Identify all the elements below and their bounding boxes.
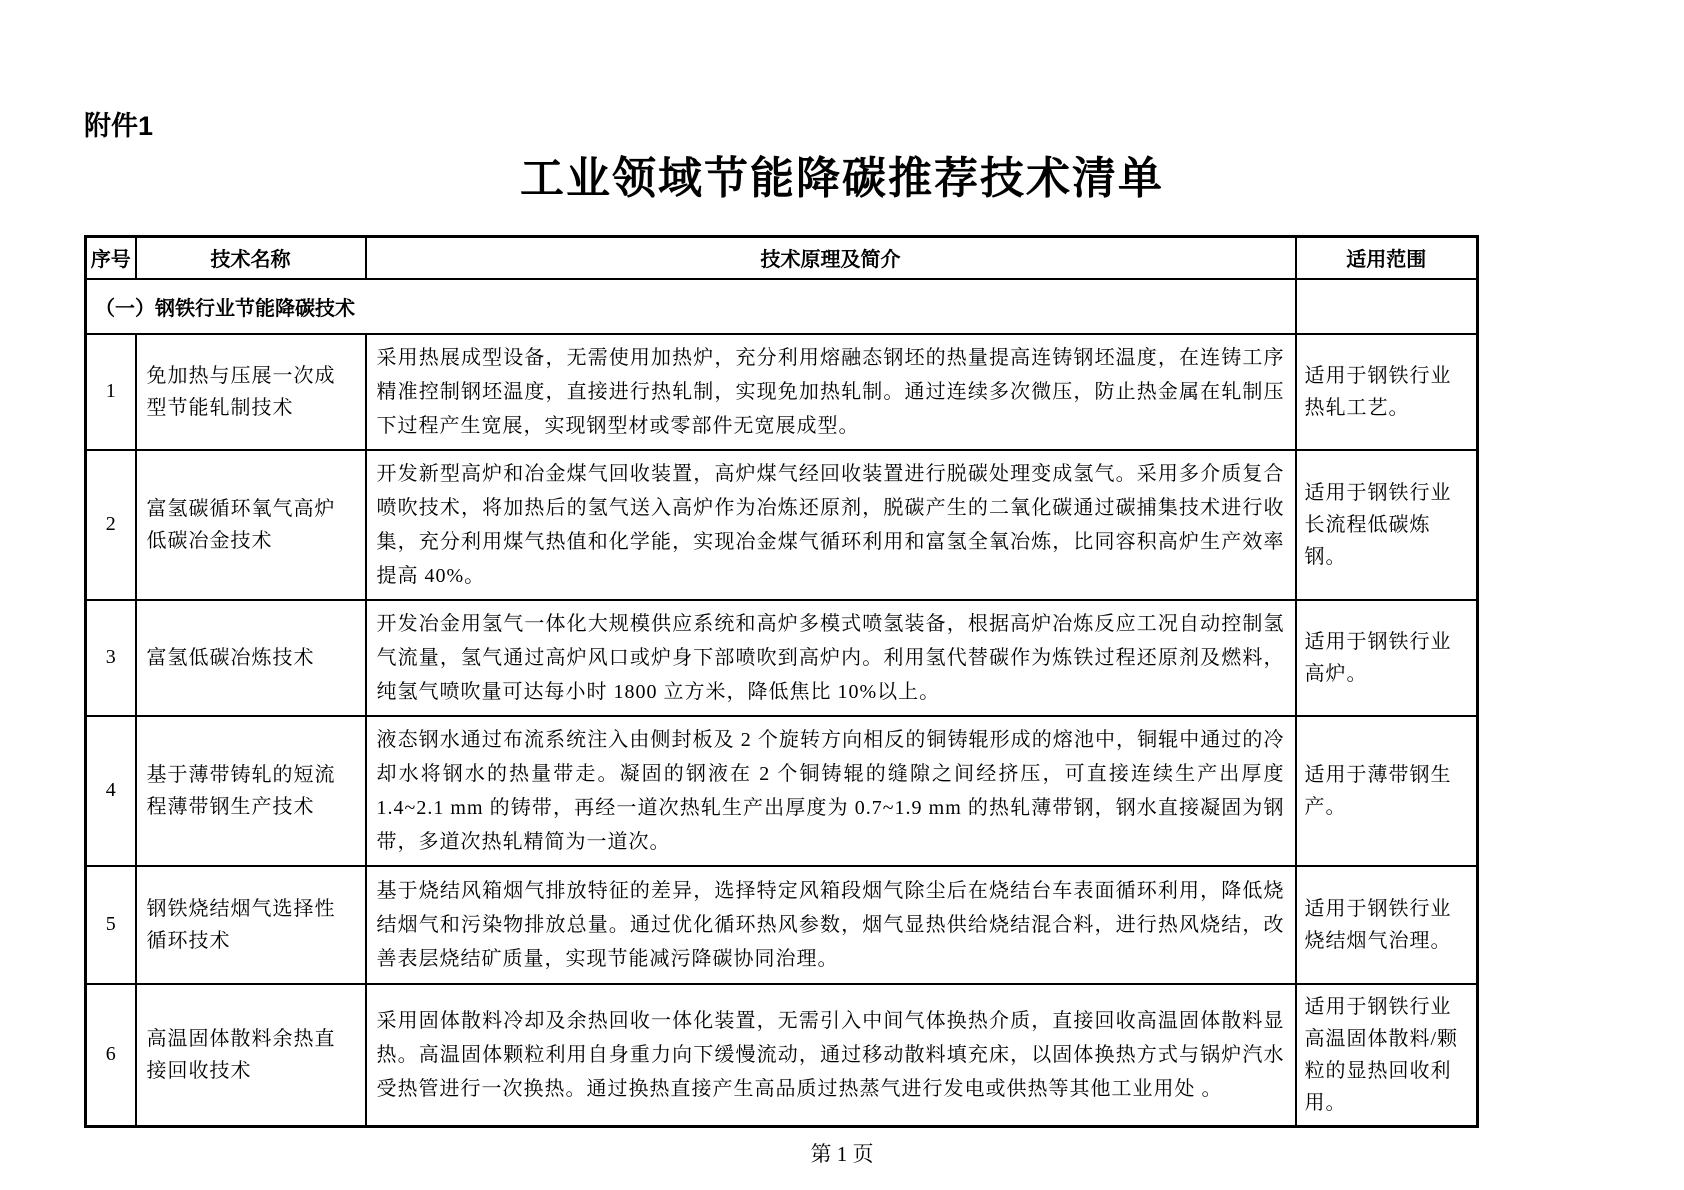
tech-scope: 适用于钢铁行业高温固体散料/颗粒的显热回收利用。 xyxy=(1296,984,1478,1127)
row-number: 1 xyxy=(86,334,136,450)
page-number: 第 1 页 xyxy=(810,1142,874,1166)
tech-scope: 适用于钢铁行业烧结烟气治理。 xyxy=(1296,866,1478,984)
header-scope: 适用范围 xyxy=(1296,237,1478,279)
section-empty-cell xyxy=(1296,279,1478,334)
tech-name: 免加热与压展一次成型节能轧制技术 xyxy=(136,334,366,450)
table-row xyxy=(86,984,1478,1127)
tech-description: 采用固体散料冷却及余热回收一体化装置，无需引入中间气体换热介质，直接回收高温固体散料显热。高温固体颗粒利用自身重力向下缓慢流动，通过移动散料填充床，以固体换热方式与锅炉汽水受热管进行一次换热。通过换热直接产生高品质过热蒸气进行发电或供热等其他工业用处 。 xyxy=(366,984,1296,1127)
attachment-label: 附件1 xyxy=(84,111,154,141)
tech-scope: 适用于薄带钢生产。 xyxy=(1296,716,1478,866)
tech-description: 基于烧结风箱烟气排放特征的差异，选择特定风箱段烟气除尘后在烧结台车表面循环利用，降低烧结烟气和污染物排放总量。通过优化循环热风参数，烟气显热供给烧结混合料，进行热风烧结，改善表层烧结矿质量，实现节能减污降碳协同治理。 xyxy=(366,866,1296,984)
row-number: 4 xyxy=(86,716,136,866)
tech-description: 开发新型高炉和冶金煤气回收装置，高炉煤气经回收装置进行脱碳处理变成氢气。采用多介质复合喷吹技术，将加热后的氢气送入高炉作为冶炼还原剂，脱碳产生的二氧化碳通过碳捕集技术进行收集，充分利用煤气热值和化学能，实现冶金煤气循环利用和富氢全氧冶炼，比同容积高炉生产效率提高 40%。 xyxy=(366,450,1296,600)
tech-name: 富氢碳循环氧气高炉低碳冶金技术 xyxy=(136,450,366,600)
section-row xyxy=(86,279,1478,334)
tech-table-container xyxy=(84,235,1476,1128)
tech-name: 钢铁烧结烟气选择性循环技术 xyxy=(136,866,366,984)
header-no: 序号 xyxy=(86,237,136,279)
tech-description: 开发冶金用氢气一体化大规模供应系统和高炉多模式喷氢装备，根据高炉冶炼反应工况自动控制氢气流量，氢气通过高炉风口或炉身下部喷吹到高炉内。利用氢代替碳作为炼铁过程还原剂及燃料，纯氢气喷吹量可达每小时 1800 立方米，降低焦比 10%以上。 xyxy=(366,600,1296,716)
row-number: 3 xyxy=(86,600,136,716)
table-row xyxy=(86,600,1478,716)
table-row xyxy=(86,450,1478,600)
table-row xyxy=(86,866,1478,984)
header-name: 技术名称 xyxy=(136,237,366,279)
row-number: 5 xyxy=(86,866,136,984)
page-title: 工业领域节能降碳推荐技术清单 xyxy=(520,154,1164,203)
tech-name: 富氢低碳冶炼技术 xyxy=(136,600,366,716)
tech-scope: 适用于钢铁行业长流程低碳炼钢。 xyxy=(1296,450,1478,600)
tech-name: 高温固体散料余热直接回收技术 xyxy=(136,984,366,1127)
tech-table xyxy=(84,235,1479,1128)
table-row xyxy=(86,334,1478,450)
tech-scope: 适用于钢铁行业热轧工艺。 xyxy=(1296,334,1478,450)
table-header-row xyxy=(86,237,1478,279)
table-row xyxy=(86,716,1478,866)
row-number: 6 xyxy=(86,984,136,1127)
tech-scope: 适用于钢铁行业高炉。 xyxy=(1296,600,1478,716)
row-number: 2 xyxy=(86,450,136,600)
tech-description: 液态钢水通过布流系统注入由侧封板及 2 个旋转方向相反的铜铸辊形成的熔池中，铜辊中通过的冷却水将钢水的热量带走。凝固的钢液在 2 个铜铸辊的缝隙之间经挤压，可直接连续生产出厚度 1.4~2.1 mm 的铸带，再经一道次热轧生产出厚度为 0.7~1.9 mm 的热轧薄带钢，钢水直接凝固为钢带，多道次热轧精简为一道次。 xyxy=(366,716,1296,866)
header-desc: 技术原理及简介 xyxy=(366,237,1296,279)
section-title: （一）钢铁行业节能降碳技术 xyxy=(86,279,1296,334)
tech-name: 基于薄带铸轧的短流程薄带钢生产技术 xyxy=(136,716,366,866)
tech-description: 采用热展成型设备，无需使用加热炉，充分利用熔融态钢坯的热量提高连铸钢坯温度，在连铸工序精准控制钢坯温度，直接进行热轧制，实现免加热轧制。通过连续多次微压，防止热金属在轧制压下过程产生宽展，实现钢型材或零部件无宽展成型。 xyxy=(366,334,1296,450)
